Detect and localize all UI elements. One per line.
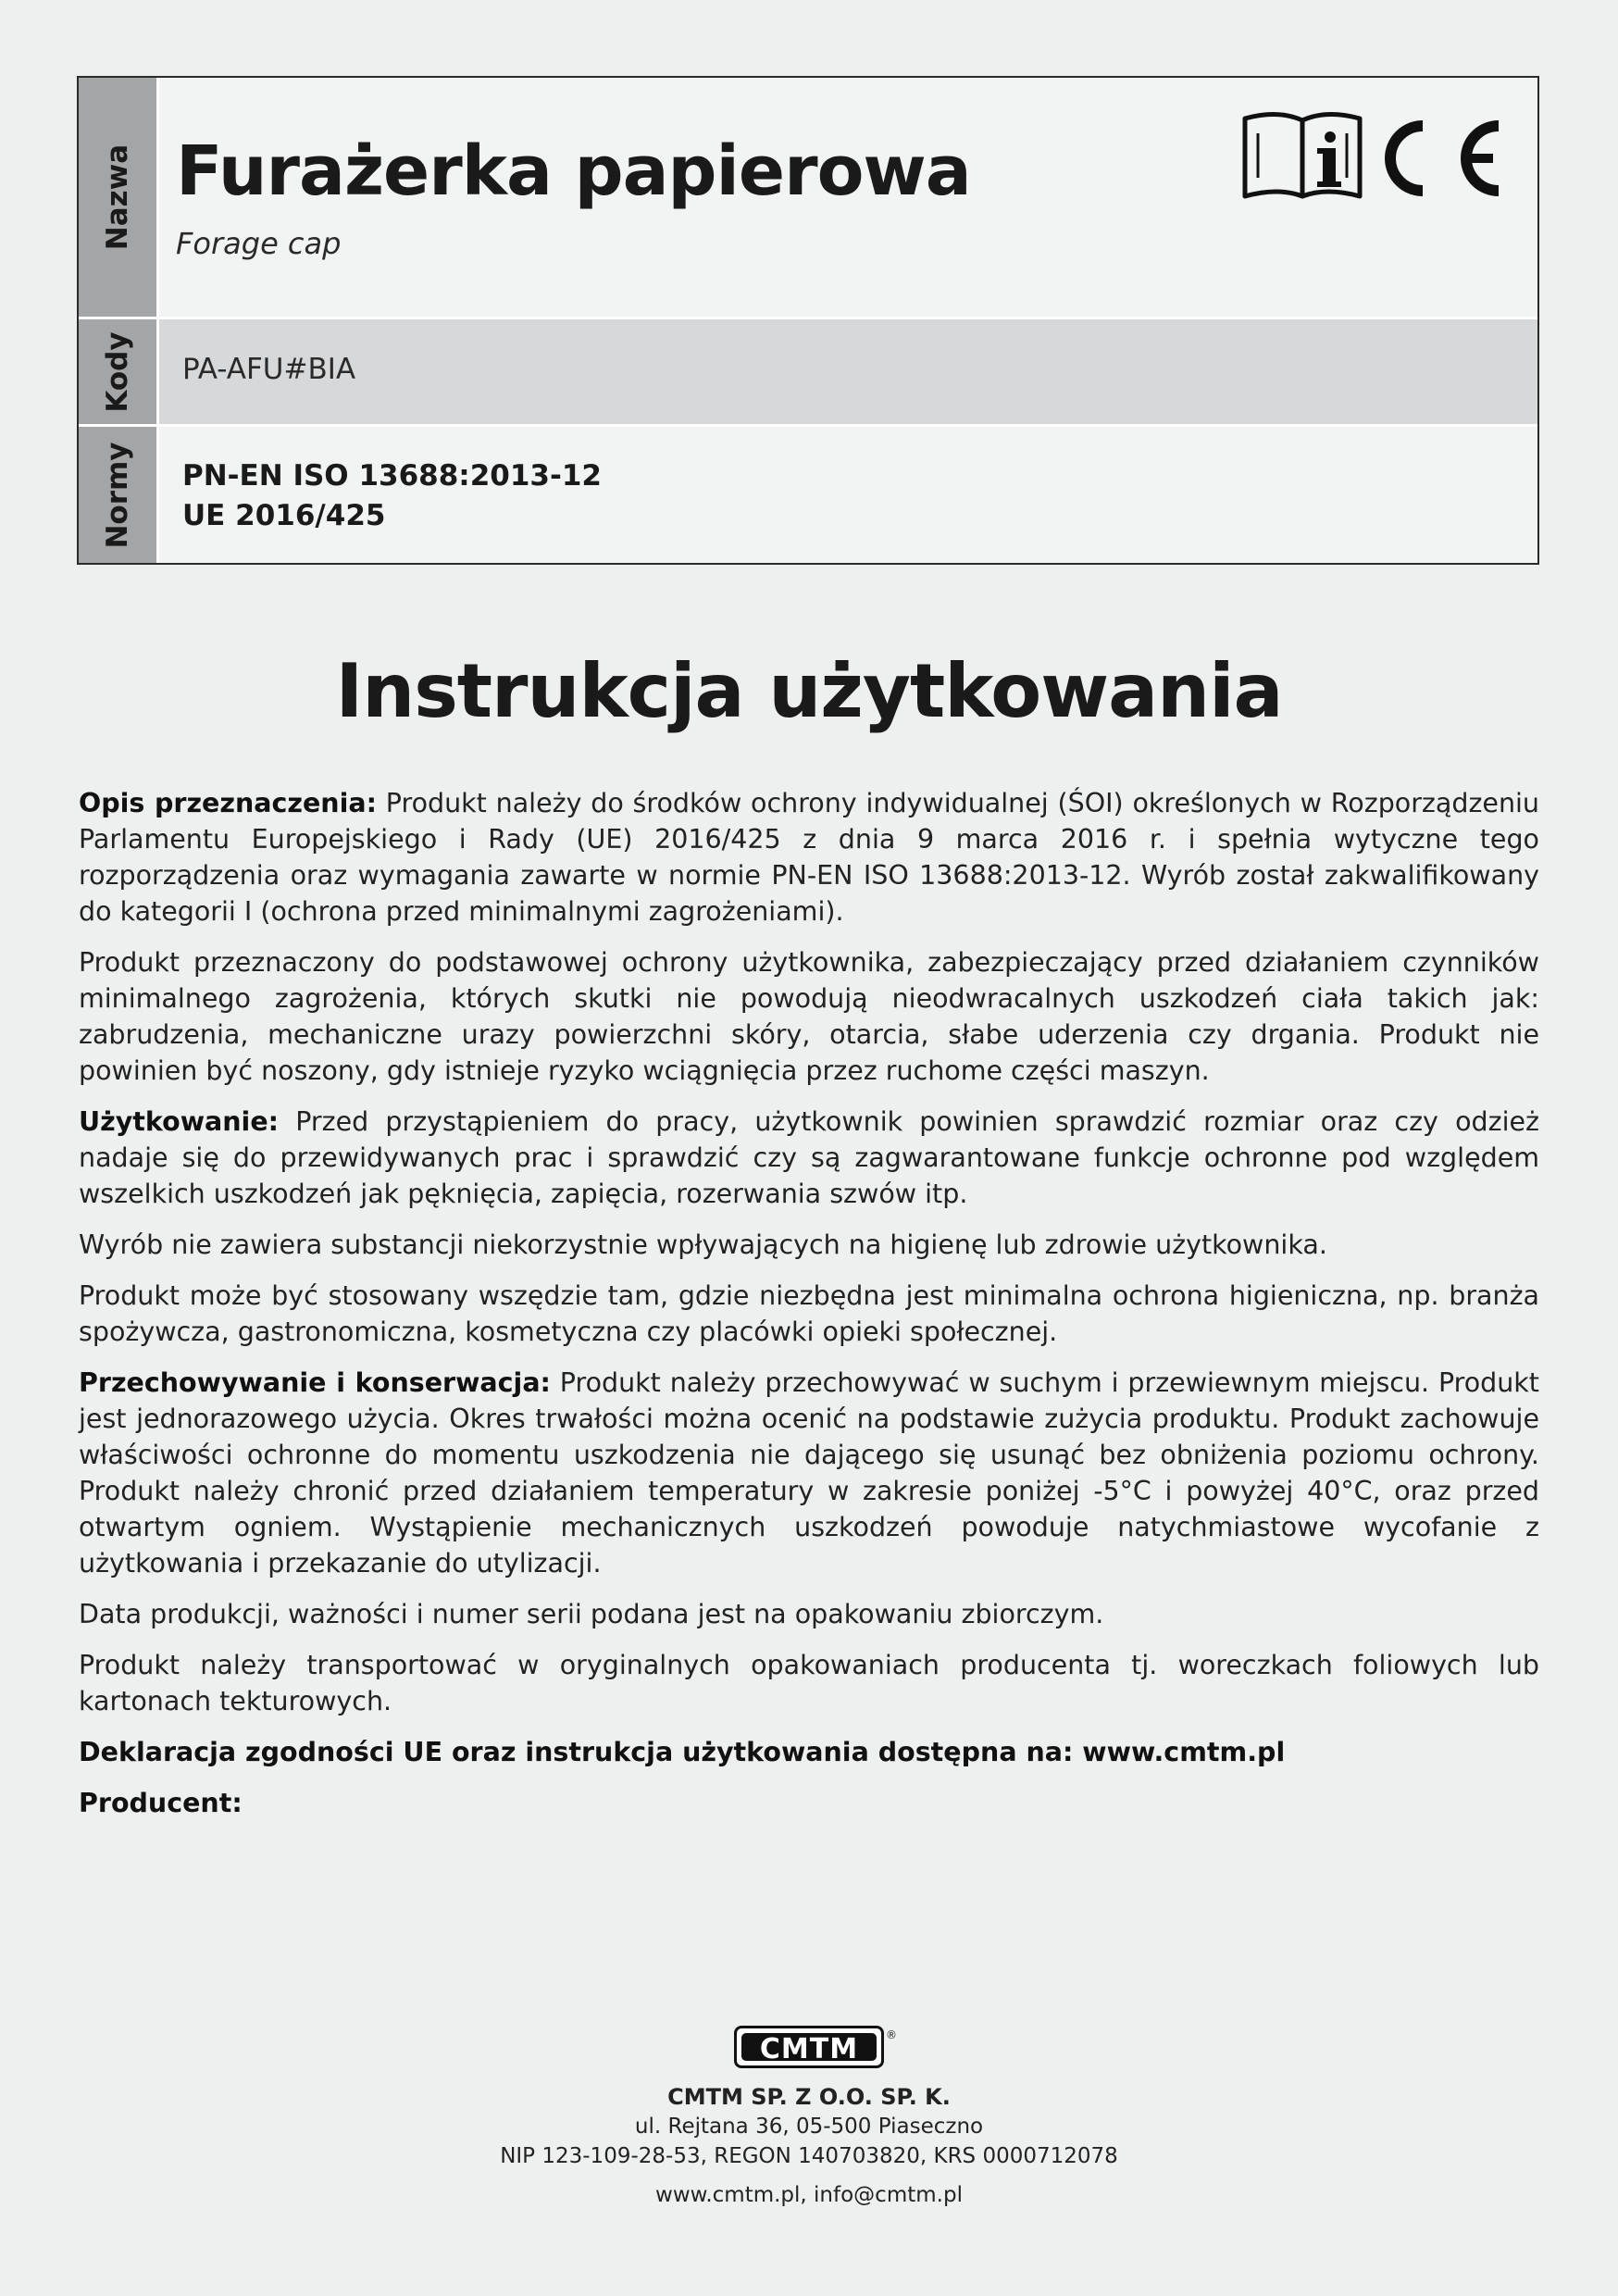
paragraph bbox=[79, 785, 1539, 930]
paragraph-label: Przechowywanie i konserwacja: bbox=[79, 1367, 551, 1398]
paragraph-text: Produkt należy przechowywać w suchym i przewiewnym miejscu. Produkt jest jednorazowego użycia. Okres trwałości można ocenić na podstawie zużycia produktu. Produkt zachowuje właściwości ochronne do momentu uszkodzenia nie dającego się usunąć bez obniżenia poziomu ochrony. Produkt należy chronić przed działaniem temperatury w zakresie poniżej -5°C i powyżej 40°C, oraz przed otwartym ogniem. Wystąpienie mechanicznych uszkodzeń powoduje natychmiastowe wycofanie z użytkowania i przekazanie do utylizacji. bbox=[79, 1367, 1539, 1578]
main-title: Instrukcja użytkowania bbox=[335, 648, 1283, 734]
info-glyph bbox=[1317, 131, 1341, 187]
paragraph bbox=[79, 1104, 1539, 1212]
norms-list bbox=[182, 456, 602, 536]
product-name-english: Forage cap bbox=[176, 226, 342, 261]
product-name: Furażerka papierowa bbox=[176, 131, 971, 211]
norms-row bbox=[79, 427, 1537, 563]
paragraph bbox=[79, 1365, 1539, 1581]
company-contact: www.cmtm.pl, info@cmtm.pl bbox=[655, 2183, 963, 2207]
paragraph-text: Produkt należy do środków ochrony indywidualnej (ŚOI) określonych w Rozporządzeniu Parlamentu Europejskiego i Rady (UE) 2016/425 z dnia 9 marca 2016 r. i spełnia wytyczne tego rozporządzenia oraz wymagania zawarte w normie PN-EN ISO 13688:2013-12. Wyrób został zakwalifikowany do kategorii I (ochrona przed minimalnymi zagrożeniami). bbox=[79, 788, 1539, 927]
paragraph-text: Produkt może być stosowany wszędzie tam, gdzie niezbędna jest minimalna ochrona higieniczna, np. branża spożywcza, gastronomiczna, kosmetyczna czy placówki opieki społecznej. bbox=[79, 1280, 1539, 1347]
norms-side-label bbox=[79, 427, 159, 563]
norm-item: UE 2016/425 bbox=[182, 499, 386, 532]
paragraph bbox=[79, 1278, 1539, 1350]
paragraph-text: Przed przystąpieniem do pracy, użytkownik powinien sprawdzić rozmiar oraz czy odzież nadaje się do przewidywanych prac i sprawdzić czy są zagwarantowane funkcje ochronne pod względem wszelkich uszkodzeń jak pęknięcia, zapięcia, rozerwania szwów itp. bbox=[79, 1106, 1539, 1209]
company-address: ul. Rejtana 36, 05-500 Piaseczno bbox=[634, 2115, 984, 2139]
book-info-icon bbox=[1245, 114, 1360, 196]
codes-side-label bbox=[79, 319, 159, 424]
footer bbox=[0, 2026, 1618, 2210]
product-code: PA-AFU#BIA bbox=[182, 353, 356, 386]
paragraph-text: Wyrób nie zawiera substancji niekorzystnie wpływających na higienę lub zdrowie użytkownika. bbox=[79, 1229, 1327, 1260]
logo-frame bbox=[734, 2026, 884, 2068]
producer-label: Producent: bbox=[79, 1788, 243, 1818]
producer bbox=[79, 1785, 1539, 1821]
company-ids: NIP 123-109-28-53, REGON 140703820, KRS 0000712078 bbox=[500, 2144, 1118, 2168]
name-row bbox=[79, 78, 1537, 317]
norm-item: PN-EN ISO 13688:2013-12 bbox=[182, 459, 602, 493]
paragraph-text: Produkt przeznaczony do podstawowej ochrony użytkownika, zabezpieczający przed działaniem czynników minimalnego zagrożenia, których skutki nie powodują nieodwracalnych uszkodzeń ciała takich jak: zabrudzenia, mechaniczne urazy powierzchni skóry, otarcia, słabe uderzenia czy drgania. Produkt nie powinien być noszony, gdy istnieje ryzyko wciągnięcia przez ruchome części maszyn. bbox=[79, 947, 1539, 1086]
name-side-text: Nazwa bbox=[101, 144, 134, 251]
codes-side-text: Kody bbox=[101, 331, 134, 413]
product-header-table bbox=[77, 76, 1539, 565]
cmtm-logo bbox=[734, 2026, 897, 2068]
codes-row bbox=[79, 319, 1537, 424]
paragraph bbox=[79, 944, 1539, 1089]
paragraph-label: Opis przeznaczenia: bbox=[79, 788, 377, 818]
instruction-body bbox=[79, 785, 1539, 1836]
paragraph bbox=[79, 1227, 1539, 1263]
certification-marks bbox=[1241, 106, 1510, 211]
declaration-text: Deklaracja zgodności UE oraz instrukcja użytkowania dostępna na: www.cmtm.pl bbox=[79, 1737, 1286, 1767]
paragraph-text: Produkt należy transportować w oryginalnych opakowaniach producenta tj. woreczkach foliowych lub kartonach tekturowych. bbox=[79, 1650, 1539, 1716]
norms-side-text: Normy bbox=[101, 441, 134, 549]
paragraph-label: Użytkowanie: bbox=[79, 1106, 280, 1137]
registered-mark: ® bbox=[886, 2028, 897, 2041]
ce-mark-icon bbox=[1390, 126, 1499, 191]
declaration bbox=[79, 1734, 1539, 1770]
company-name: CMTM SP. Z O.O. SP. K. bbox=[667, 2084, 951, 2110]
paragraph-text: Data produkcji, ważności i numer serii podana jest na opakowaniu zbiorczym. bbox=[79, 1599, 1104, 1629]
paragraph bbox=[79, 1647, 1539, 1719]
paragraph bbox=[79, 1596, 1539, 1632]
name-side-label bbox=[79, 78, 159, 317]
logo-text: CMTM bbox=[741, 2033, 877, 2061]
